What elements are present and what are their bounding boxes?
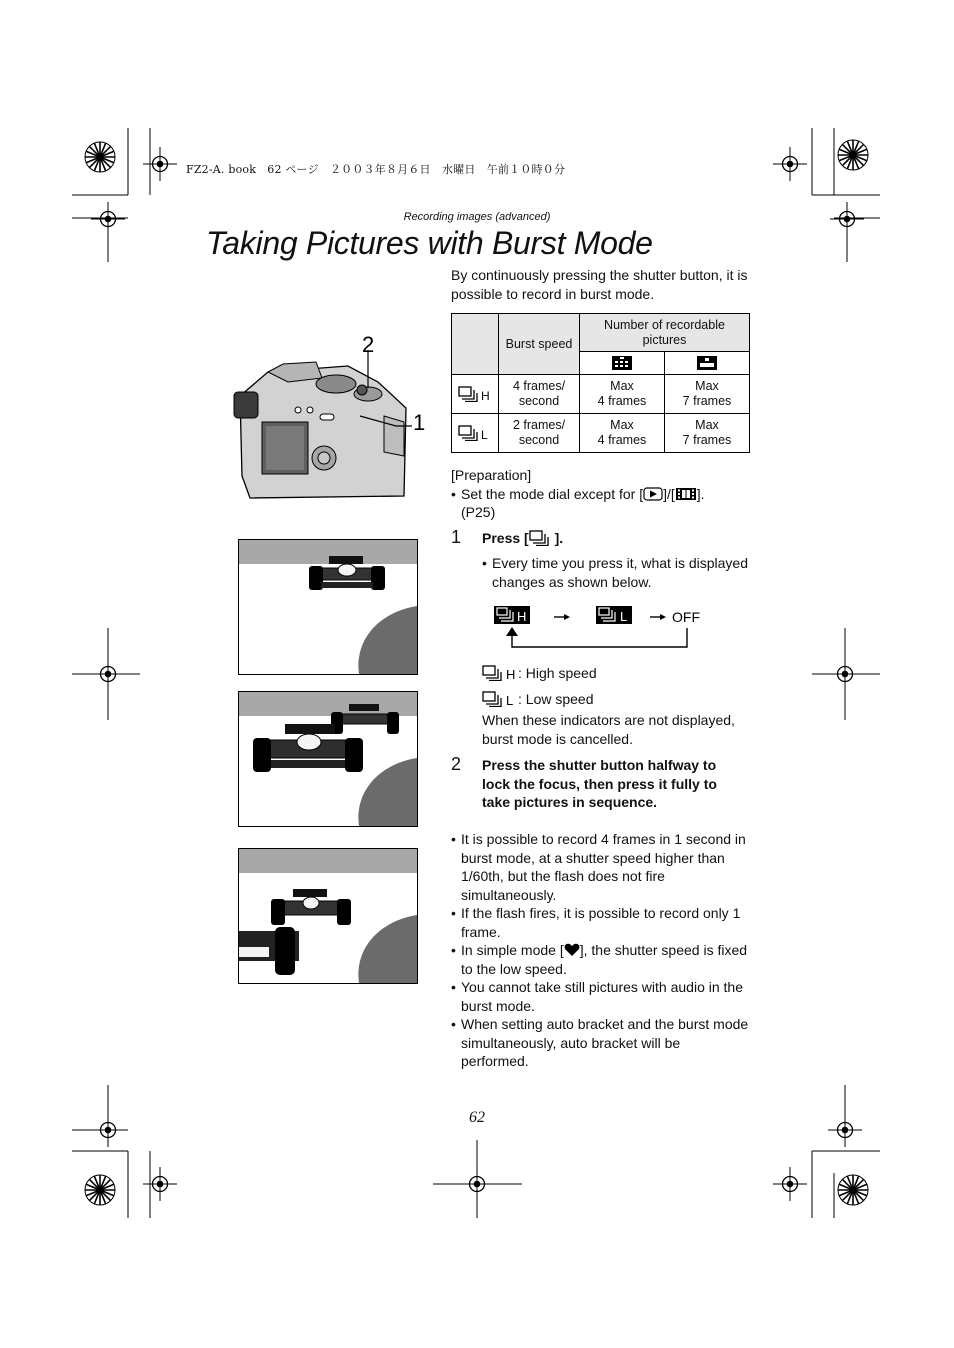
svg-text:H: H — [506, 667, 516, 681]
speed-high-cell: 4 frames/ second — [499, 375, 580, 414]
burst-low-icon — [482, 691, 518, 707]
heart-icon — [564, 943, 580, 957]
header-burst-speed: Burst speed — [499, 314, 580, 375]
page-title: Taking Pictures with Burst Mode — [206, 225, 653, 261]
burst-cycle-diagram — [490, 602, 720, 652]
header-standard-quality — [664, 352, 749, 375]
table-row — [452, 414, 750, 453]
list-item: • If the flash fires, it is possible to record only 1 frame. — [451, 904, 751, 941]
page-number: 62 — [469, 1109, 485, 1126]
speed-low-cell: 2 frames/ second — [499, 414, 580, 453]
list-item: • When setting auto bracket and the burst mode simultaneously, auto bracket will be performed. — [451, 1015, 751, 1071]
header-recordable-pictures: Number of recordable pictures — [580, 314, 750, 352]
burst-frame-3 — [238, 848, 418, 984]
standard-high-cell: Max 7 frames — [664, 375, 749, 414]
motion-picture-icon — [675, 487, 697, 501]
camera-illustration — [228, 326, 438, 506]
intro-text: By continuously pressing the shutter button, it is possible to record in burst mode. — [451, 267, 748, 302]
header-fine-quality — [580, 352, 665, 375]
legend-low: L : Low speed — [482, 690, 594, 709]
print-info-header: FZ2-A. book 62 ページ ２００３年８月６日 水曜日 午前１０時０分 — [186, 163, 566, 176]
step-2-number: 2 — [451, 754, 462, 774]
cycle-low-label: L — [620, 609, 628, 624]
cycle-off-label: OFF — [672, 609, 700, 625]
quality-standard-icon — [696, 355, 718, 371]
section-label: Recording images (advanced) — [403, 211, 551, 223]
step-1-instruction: Press [ ]. — [482, 530, 564, 546]
step-1-note: When these indicators are not displayed, burst mode is cancelled. — [482, 712, 735, 747]
callout-2: 2 — [362, 332, 375, 357]
list-item: • You cannot take still pictures with audio in the burst mode. — [451, 978, 751, 1015]
burst-frame-2 — [238, 691, 418, 827]
cycle-high-label: H — [517, 609, 527, 624]
notes-list — [451, 830, 751, 1071]
legend-high: H : High speed — [482, 664, 597, 683]
burst-low-icon — [458, 425, 492, 441]
standard-low-cell: Max 7 frames — [664, 414, 749, 453]
preparation-heading: [Preparation] — [451, 467, 532, 483]
burst-frame-1 — [238, 539, 418, 675]
table-row — [452, 375, 750, 414]
burst-high-icon — [458, 386, 492, 402]
quality-fine-icon — [611, 355, 633, 371]
playback-icon — [643, 487, 663, 501]
step-1-number: 1 — [451, 527, 462, 547]
burst-high-icon — [482, 665, 518, 681]
list-item: • In simple mode [ ], the shutter speed is fixed to the low speed. — [451, 941, 751, 978]
mode-low-cell — [452, 414, 499, 453]
preparation-bullet: • Set the mode dial except for [ ]/[ ]. (P25) — [451, 485, 751, 522]
burst-speed-table — [451, 313, 750, 453]
svg-text:H: H — [481, 389, 490, 402]
callout-1: 1 — [413, 410, 426, 435]
fine-low-cell: Max 4 frames — [580, 414, 665, 453]
fine-high-cell: Max 4 frames — [580, 375, 665, 414]
svg-text:L: L — [481, 428, 488, 441]
step-1-bullet: • Every time you press it, what is displayed changes as shown below. — [482, 554, 760, 591]
svg-text:L: L — [506, 693, 514, 707]
table-corner-cell — [452, 314, 499, 375]
list-item: • It is possible to record 4 frames in 1 second in burst mode, at a shutter speed higher than 1/60th, but the flash does not fire simultaneously. — [451, 830, 751, 904]
burst-mode-icon — [529, 530, 551, 546]
mode-high-cell — [452, 375, 499, 414]
preparation-block — [451, 466, 751, 522]
step-2-instruction: Press the shutter button halfway to lock the focus, then press it fully to take pictures in sequence. — [482, 757, 717, 810]
